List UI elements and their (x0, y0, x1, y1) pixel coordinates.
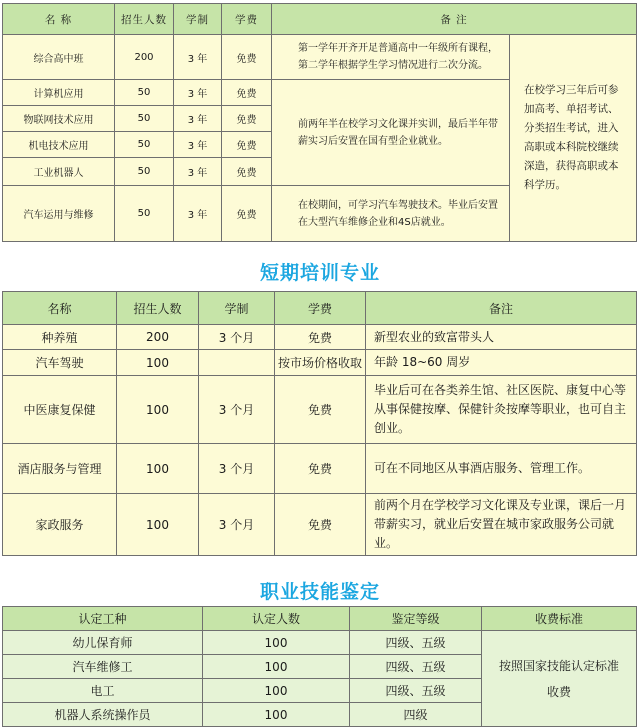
course-count: 100 (117, 376, 199, 444)
table-header-row (3, 4, 637, 35)
program-count: 50 (115, 106, 174, 132)
program-name: 计算机应用 (3, 80, 115, 106)
trade-level: 四级 (350, 703, 482, 727)
course-name: 家政服务 (3, 494, 117, 556)
program-fee: 免费 (222, 80, 272, 106)
course-name: 汽车驾驶 (3, 350, 117, 376)
program-note: 第一学年开齐开足普通高中一年级所有课程，第二学年根据学生学习情况进行二次分流。 (272, 35, 510, 80)
course-note: 可在不同地区从事酒店服务、管理工作。 (366, 444, 637, 494)
program-count: 50 (115, 186, 174, 242)
header-duration: 学制 (174, 4, 222, 35)
program-duration: 3 年 (174, 158, 222, 186)
program-name: 汽车运用与维修 (3, 186, 115, 242)
table-row (3, 631, 637, 655)
course-note: 毕业后可在各类养生馆、社区医院、康复中心等从事保健按摩、保健针灸按摩等职业，也可自主创业。 (366, 376, 637, 444)
course-name: 种养殖 (3, 325, 117, 350)
table-row (3, 35, 637, 80)
program-note: 在校期间，可学习汽车驾驶技术。毕业后安置在大型汽车维修企业和4S店就业。 (272, 186, 510, 242)
header-fee-standard: 收费标准 (482, 607, 637, 631)
header-level: 鉴定等级 (350, 607, 482, 631)
course-note: 年龄 18~60 周岁 (366, 350, 637, 376)
table-header-row (3, 607, 637, 631)
program-fee: 免费 (222, 106, 272, 132)
course-count: 200 (117, 325, 199, 350)
program-name: 综合高中班 (3, 35, 115, 80)
course-fee: 按市场价格收取 (275, 350, 366, 376)
header-fee: 学费 (222, 4, 272, 35)
section-title-skill-assessment: 职业技能鉴定 (259, 581, 380, 603)
program-fee: 免费 (222, 186, 272, 242)
skill-assessment-table (2, 606, 637, 727)
program-name: 机电技术应用 (3, 132, 115, 158)
table-row (3, 325, 637, 350)
trade-level: 四级、五级 (350, 655, 482, 679)
section-title-short-training: 短期培训专业 (259, 262, 380, 284)
trade-name: 电工 (3, 679, 203, 703)
course-duration: 3 个月 (199, 444, 275, 494)
course-name: 中医康复保健 (3, 376, 117, 444)
header-notes: 备 注 (272, 4, 637, 35)
program-duration: 3 年 (174, 132, 222, 158)
course-name: 酒店服务与管理 (3, 444, 117, 494)
header-notes: 备注 (366, 292, 637, 325)
program-count: 200 (115, 35, 174, 80)
program-count: 50 (115, 132, 174, 158)
short-training-table (2, 291, 637, 556)
header-trade: 认定工种 (3, 607, 203, 631)
course-fee: 免费 (275, 376, 366, 444)
program-fee: 免费 (222, 35, 272, 80)
trade-count: 100 (203, 655, 350, 679)
program-note: 前两年半在校学习文化课并实训，最后半年带薪实习后安置在国有型企业就业。 (272, 80, 510, 186)
course-count: 100 (117, 494, 199, 556)
program-count: 50 (115, 80, 174, 106)
header-fee: 学费 (275, 292, 366, 325)
course-fee: 免费 (275, 444, 366, 494)
program-name: 工业机器人 (3, 158, 115, 186)
course-duration: 3 个月 (199, 376, 275, 444)
course-count: 100 (117, 350, 199, 376)
program-fee: 免费 (222, 132, 272, 158)
trade-name: 机器人系统操作员 (3, 703, 203, 727)
header-duration: 学制 (199, 292, 275, 325)
header-count: 招生人数 (115, 4, 174, 35)
header-name: 名称 (3, 292, 117, 325)
course-note: 前两个月在学校学习文化课及专业课，课后一月带薪实习，就业后安置在城市家政服务公司就业。 (366, 494, 637, 556)
trade-count: 100 (203, 679, 350, 703)
table-row (3, 444, 637, 494)
course-count: 100 (117, 444, 199, 494)
table-row (3, 350, 637, 376)
program-duration: 3 年 (174, 80, 222, 106)
program-name: 物联网技术应用 (3, 106, 115, 132)
header-count: 招生人数 (117, 292, 199, 325)
header-name: 名 称 (3, 4, 115, 35)
table-header-row (3, 292, 637, 325)
trade-level: 四级、五级 (350, 631, 482, 655)
course-note: 新型农业的致富带头人 (366, 325, 637, 350)
trade-name: 幼儿保育师 (3, 631, 203, 655)
course-fee: 免费 (275, 325, 366, 350)
trade-count: 100 (203, 703, 350, 727)
fee-standard-note: 按照国家技能认定标准收费 (482, 631, 637, 727)
course-duration: 3 个月 (199, 494, 275, 556)
program-fee: 免费 (222, 158, 272, 186)
merged-note: 在校学习三年后可参加高考、单招考试、分类招生考试，进入高职或本科院校继续深造，获得高职或本科学历。 (510, 35, 637, 242)
course-fee: 免费 (275, 494, 366, 556)
trade-name: 汽车维修工 (3, 655, 203, 679)
course-duration: 3 个月 (199, 325, 275, 350)
trade-count: 100 (203, 631, 350, 655)
program-duration: 3 年 (174, 186, 222, 242)
table-row (3, 376, 637, 444)
program-count: 50 (115, 158, 174, 186)
vocational-programs-table (2, 3, 637, 242)
program-duration: 3 年 (174, 106, 222, 132)
course-duration (199, 350, 275, 376)
trade-level: 四级、五级 (350, 679, 482, 703)
program-duration: 3 年 (174, 35, 222, 80)
table-row (3, 494, 637, 556)
header-count: 认定人数 (203, 607, 350, 631)
